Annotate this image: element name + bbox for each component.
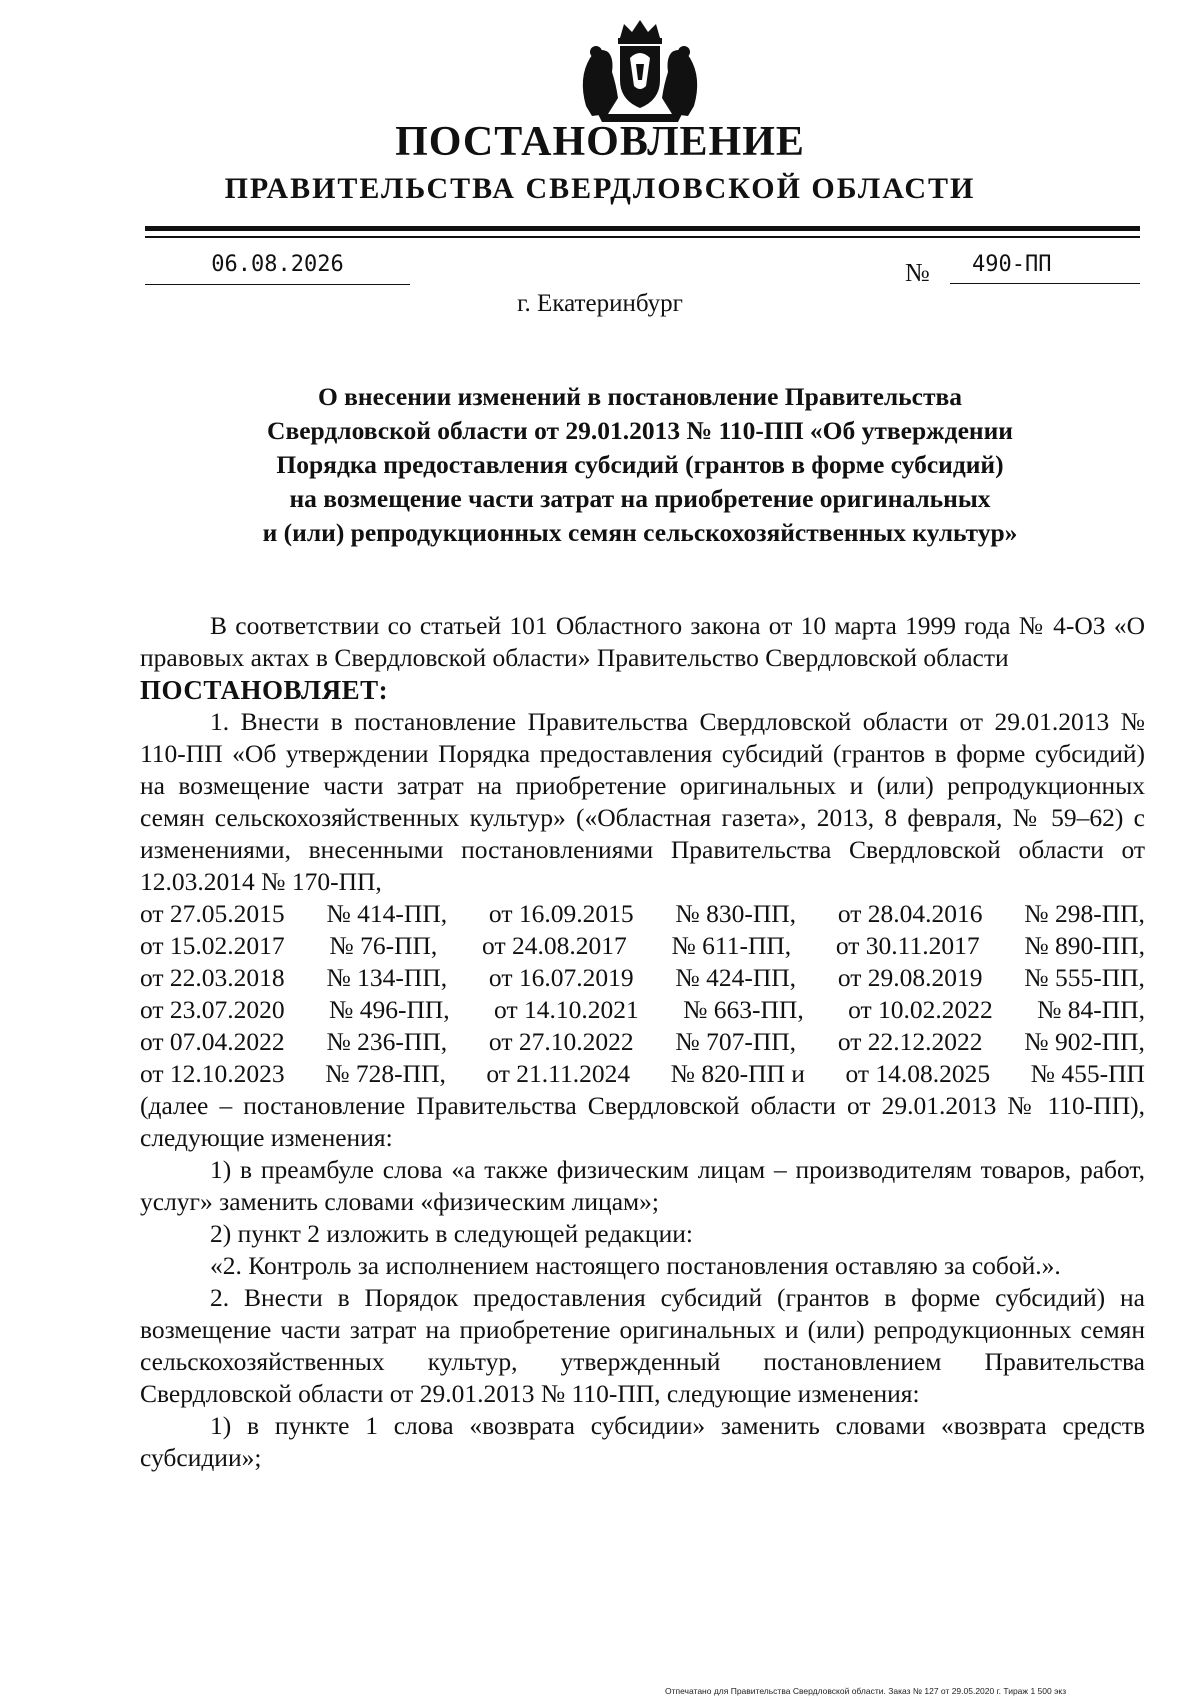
amendment-date: от 16.07.2019	[488, 963, 634, 992]
amendment-number: № 890-ПП,	[1024, 931, 1145, 960]
title-line: О внесении изменений в постановление Правительства	[317, 382, 963, 411]
header-divider-thick	[145, 226, 1140, 231]
item-1-subitem-2: 2) пункт 2 изложить в следующей редакции:	[210, 1219, 693, 1248]
amendment-number: № 455-ПП	[1030, 1059, 1145, 1088]
amendment-row	[140, 962, 1145, 994]
resolves-heading: ПОСТАНОВЛЯЕТ:	[140, 675, 389, 705]
amendment-date: от 28.04.2016	[837, 899, 983, 928]
number-sign: №	[905, 258, 930, 287]
title-line: Свердловской области от 29.01.2013 № 110-ПП «Об утверждении	[267, 416, 1013, 445]
print-imprint: Отпечатано для Правительства Свердловской области. Заказ № 127 от 29.05.2020 г. Тираж 1 500 экз	[665, 1686, 1067, 1696]
amendment-date: от 21.11.2024	[486, 1059, 631, 1088]
item-2-intro: 2. Внести в Порядок предоставления субсидий (грантов в форме субсидий) на возмещение части затрат на приобретение оригинальных и (или) репродукционных семян сельскохозяйственных культур, утвержденный постановлением Правительства Свердловской области от 29.01.2013 № 110-ПП, следующие изменения:	[140, 1283, 1145, 1408]
amendment-number: № 820-ПП и	[670, 1059, 805, 1088]
amendment-date: от 14.10.2021	[494, 995, 639, 1024]
amendment-number: № 414-ПП,	[326, 899, 448, 928]
issuing-authority: ПРАВИТЕЛЬСТВА СВЕРДЛОВСКОЙ ОБЛАСТИ	[224, 172, 976, 205]
amendment-number: № 830-ПП,	[675, 899, 797, 928]
amendment-row	[140, 898, 1145, 930]
amendment-number: № 902-ПП,	[1024, 1027, 1145, 1056]
amendment-number: № 496-ПП,	[329, 995, 450, 1024]
amendment-date: от 10.02.2022	[848, 995, 993, 1024]
document-type: ПОСТАНОВЛЕНИЕ	[395, 119, 805, 165]
document-city: г. Екатеринбург	[517, 290, 683, 317]
amendment-date: от 23.07.2020	[140, 995, 285, 1024]
document-number: 490-ПП	[950, 250, 1140, 284]
amendment-date: от 15.02.2017	[140, 931, 285, 960]
amendment-number: № 424-ПП,	[675, 963, 797, 992]
title-line: и (или) репродукционных семян сельскохозяйственных культур»	[262, 518, 1018, 547]
item-1-subitem-1: 1) в преамбуле слова «а также физическим лицам – производителям товаров, работ, услуг» заменить словами «физическим лицам»;	[140, 1155, 1145, 1216]
amendment-row	[140, 1026, 1145, 1058]
amendment-number: № 728-ПП,	[325, 1059, 446, 1088]
item-1-subitem-2-text: «2. Контроль за исполнением настоящего постановления оставляю за собой.».	[210, 1251, 1061, 1280]
amendment-number: № 134-ПП,	[326, 963, 448, 992]
coat-of-arms-icon	[568, 18, 712, 122]
amendment-number: № 663-ПП,	[683, 995, 804, 1024]
preamble-paragraph: В соответствии со статьей 101 Областного закона от 10 марта 1999 года № 4-ОЗ «О правовых актах в Свердловской области» Правительство Свердловской области	[140, 611, 1145, 672]
amendment-date: от 27.05.2015	[140, 899, 285, 928]
amendment-row	[140, 930, 1145, 962]
amendment-number: № 236-ПП,	[326, 1027, 448, 1056]
amendment-date: от 16.09.2015	[488, 899, 634, 928]
amendment-row	[140, 1058, 1145, 1090]
title-line: на возмещение части затрат на приобретение оригинальных	[289, 484, 991, 513]
amendment-date: от 24.08.2017	[482, 931, 627, 960]
title-line: Порядка предоставления субсидий (грантов в форме субсидий)	[276, 450, 1004, 479]
amendment-date: от 22.12.2022	[837, 1027, 983, 1056]
amendment-date: от 29.08.2019	[837, 963, 983, 992]
document-body	[140, 610, 1145, 1474]
amendment-date: от 27.10.2022	[488, 1027, 634, 1056]
document-title	[160, 380, 1120, 550]
item-1-intro: 1. Внести в постановление Правительства Свердловской области от 29.01.2013 № 110-ПП «Об утверждении Порядка предоставления субсидий (грантов в форме субсидий) на возмещение части затрат на приобретение оригинальных и (или) репродукционных семян сельскохозяйственных культур» («Областная газета», 2013, 8 февраля, № 59–62) с изменениями, внесенными постановлениями Правительства Свердловской области от 12.03.2014 № 170-ПП,	[140, 707, 1145, 896]
amendment-date: от 22.03.2018	[140, 963, 285, 992]
amendment-number: № 707-ПП,	[675, 1027, 797, 1056]
item-2-subitem-1: 1) в пункте 1 слова «возврата субсидии» заменить словами «возврата средств субсидии»;	[140, 1411, 1145, 1472]
amendment-date: от 30.11.2017	[835, 931, 980, 960]
document-date: 06.08.2026	[145, 250, 410, 285]
amendment-date: от 07.04.2022	[140, 1027, 285, 1056]
header-divider-thin	[145, 236, 1140, 238]
amendment-row	[140, 994, 1145, 1026]
amendments-list	[140, 898, 1145, 1090]
item-1-outro: (далее – постановление Правительства Свердловской области от 29.01.2013 № 110-ПП), следующие изменения:	[140, 1091, 1145, 1152]
amendment-number: № 555-ПП,	[1024, 963, 1145, 992]
amendment-number: № 84-ПП,	[1037, 995, 1145, 1024]
amendment-date: от 14.08.2025	[845, 1059, 991, 1088]
amendment-number: № 611-ПП,	[671, 931, 792, 960]
amendment-date: от 12.10.2023	[140, 1059, 285, 1088]
amendment-number: № 76-ПП,	[329, 931, 438, 960]
amendment-number: № 298-ПП,	[1024, 899, 1145, 928]
